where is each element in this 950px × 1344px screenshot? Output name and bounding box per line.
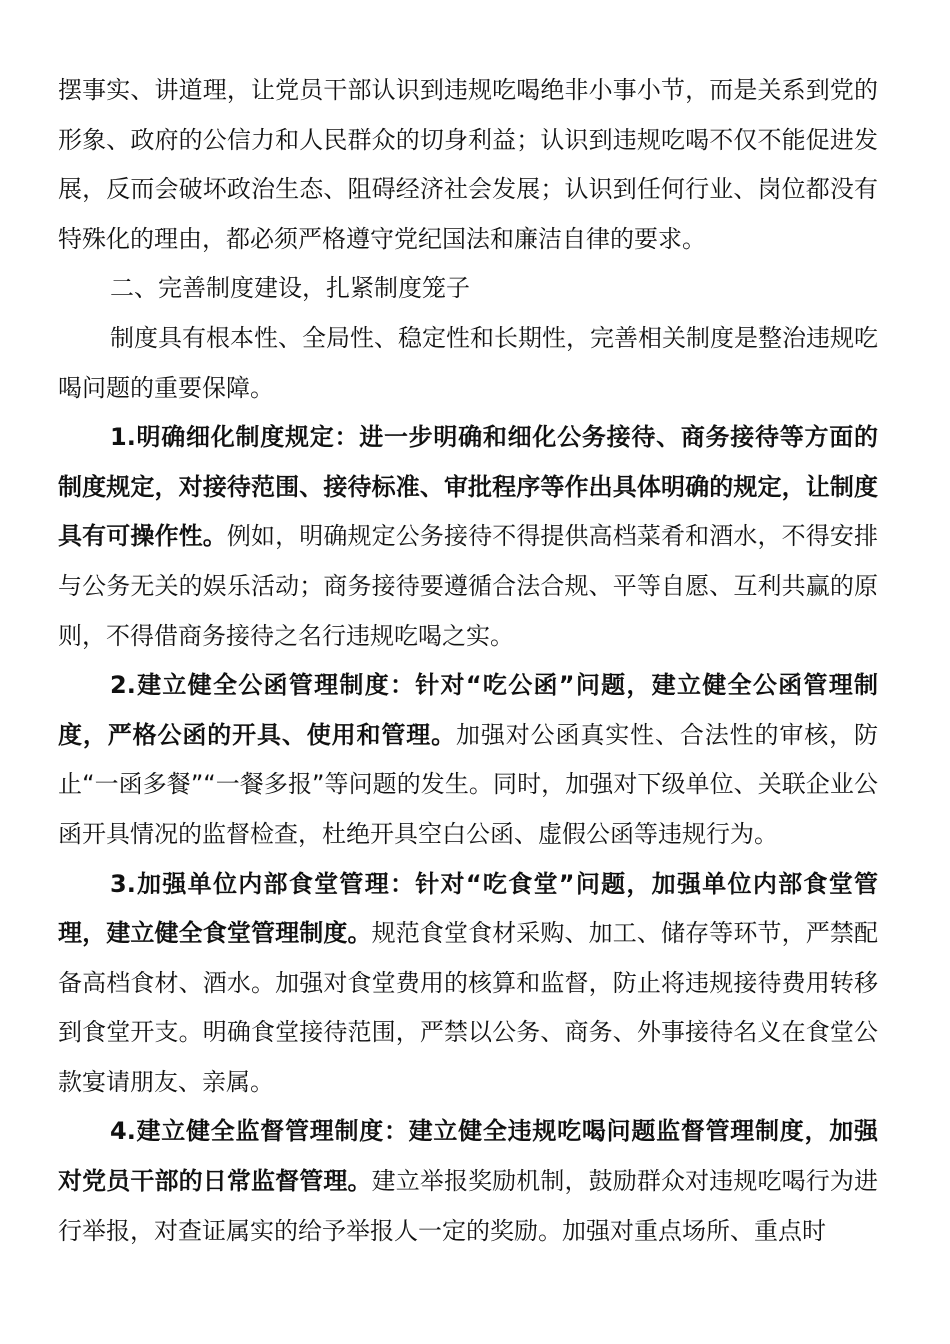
heading-text: 二、完善制度建设，扎紧制度笼子 xyxy=(110,274,470,303)
item-bold-lead: 4.建立健全监督管理制度：建立健全违规吃喝问题监督管理制度，加强对党员干部的日常监督管理。 xyxy=(58,1117,878,1196)
item-body-text: 例如，明确规定公务接待不得提供高档菜肴和酒水，不得安排与公务无关的娱乐活动；商务接待要遵循合法合规、平等自愿、互利共赢的原则，不得借商务接待之名行违规吃喝之实。 xyxy=(58,522,879,650)
list-item-1 xyxy=(58,413,878,661)
paragraph-text: 摆事实、讲道理，让党员干部认识到违规吃喝绝非小事小节，而是关系到党的形象、政府的公信力和人民群众的切身利益；认识到违规吃喝不仅不能促进发展，反而会破坏政治生态、阻碍经济社会发展；认识到任何行业、岗位都没有特殊化的理由，都必须严格遵守党纪国法和廉洁自律的要求。 xyxy=(58,76,878,253)
document-body xyxy=(58,66,878,1256)
item-bold-lead: 1.明确细化制度规定：进一步明确和细化公务接待、商务接待等方面的制度规定，对接待范围、接待标准、审批程序等作出具体明确的规定，让制度具有可操作性。 xyxy=(58,423,878,551)
item-body-text: 加强对公函真实性、合法性的审核，防止“一函多餐”“一餐多报”等问题的发生。同时，加强对下级单位、关联企业公函开具情况的监督检查，杜绝开具空白公函、虚假公函等违规行为。 xyxy=(58,720,878,848)
paragraph-continued xyxy=(58,66,878,264)
list-item-2 xyxy=(58,661,878,859)
item-body-text: 建立举报奖励机制，鼓励群众对违规吃喝行为进行举报，对查证属实的给予举报人一定的奖励。加强对重点场所、重点时 xyxy=(58,1167,879,1245)
item-bold-lead: 2.建立健全公函管理制度：针对“吃公函”问题，建立健全公函管理制度，严格公函的开具、使用和管理。 xyxy=(58,671,878,749)
list-item-3 xyxy=(58,860,878,1108)
section-heading xyxy=(58,264,878,314)
paragraph-intro xyxy=(58,314,878,413)
list-item-4 xyxy=(58,1107,878,1256)
paragraph-text: 制度具有根本性、全局性、稳定性和长期性，完善相关制度是整治违规吃喝问题的重要保障。 xyxy=(58,323,878,402)
item-body-text: 规范食堂食材采购、加工、储存等环节，严禁配备高档食材、酒水。加强对食堂费用的核算和监督，防止将违规接待费用转移到食堂开支。明确食堂接待范围，严禁以公务、商务、外事接待名义在食堂公款宴请朋友、亲属。 xyxy=(58,919,879,1096)
item-bold-lead: 3.加强单位内部食堂管理：针对“吃食堂”问题，加强单位内部食堂管理，建立健全食堂管理制度。 xyxy=(58,869,878,948)
